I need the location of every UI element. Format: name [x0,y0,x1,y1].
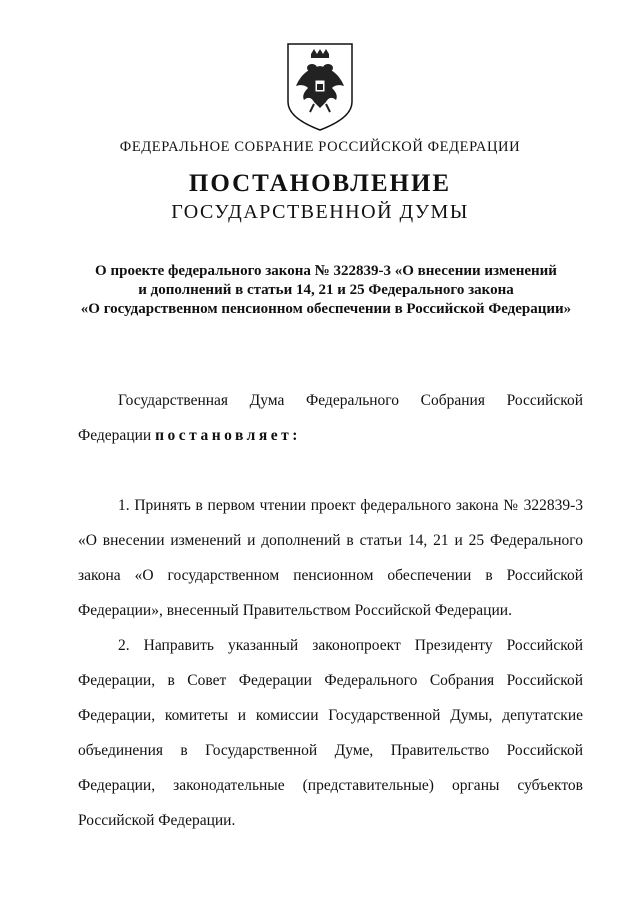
paragraph-line: Федерации, комитеты и комиссии Государственной Думы, депутатские [78,707,583,724]
paragraph-line [78,418,583,453]
resolution-item-2 [78,628,583,838]
subject-line: «О государственном пенсионном обеспечении в Российской Федерации» [80,301,572,317]
paragraph-line: Федерации, законодательные (представительные) органы субъектов [78,777,583,794]
preamble-paragraph [78,383,583,453]
issuing-body-title: ГОСУДАРСТВЕННОЙ ДУМЫ [171,201,469,223]
coat-of-arms-emblem [284,40,356,132]
paragraph-line: «О внесении изменений и дополнений в статьи 14, 21 и 25 Федерального [78,532,583,549]
paragraph-line: Федерации», внесенный Правительством Российской Федерации. [78,602,512,619]
paragraph-line: 2. Направить указанный законопроект Президенту Российской [118,637,583,654]
resolution-item-1 [78,488,583,628]
paragraph-line: объединения в Государственной Думе, Правительство Российской [78,742,583,759]
assembly-title: ФЕДЕРАЛЬНОЕ СОБРАНИЕ РОССИЙСКОЙ ФЕДЕРАЦИИ [119,139,521,155]
paragraph-line: 1. Принять в первом чтении проект федерального закона № 322839-3 [118,497,583,514]
subject-line: и дополнений в статьи 14, 21 и 25 Федерального закона [138,282,514,298]
preamble-prefix: Федерации [78,427,156,444]
subject-line: О проекте федерального закона № 322839-3 «О внесении изменений [95,263,557,279]
paragraph-line: Государственная Дума Федерального Собрания Российской [118,392,583,409]
document-kind-title: ПОСТАНОВЛЕНИЕ [188,170,452,197]
paragraph-line: Федерации, в Совет Федерации Федерального Собрания Российской [78,672,583,689]
paragraph-line: закона «О государственном пенсионном обеспечении в Российской [78,567,583,584]
paragraph-line: Российской Федерации. [78,812,236,829]
resolution-verb: постановляет: [155,427,301,444]
double-headed-eagle-icon [296,49,344,112]
document-subject [70,262,582,319]
